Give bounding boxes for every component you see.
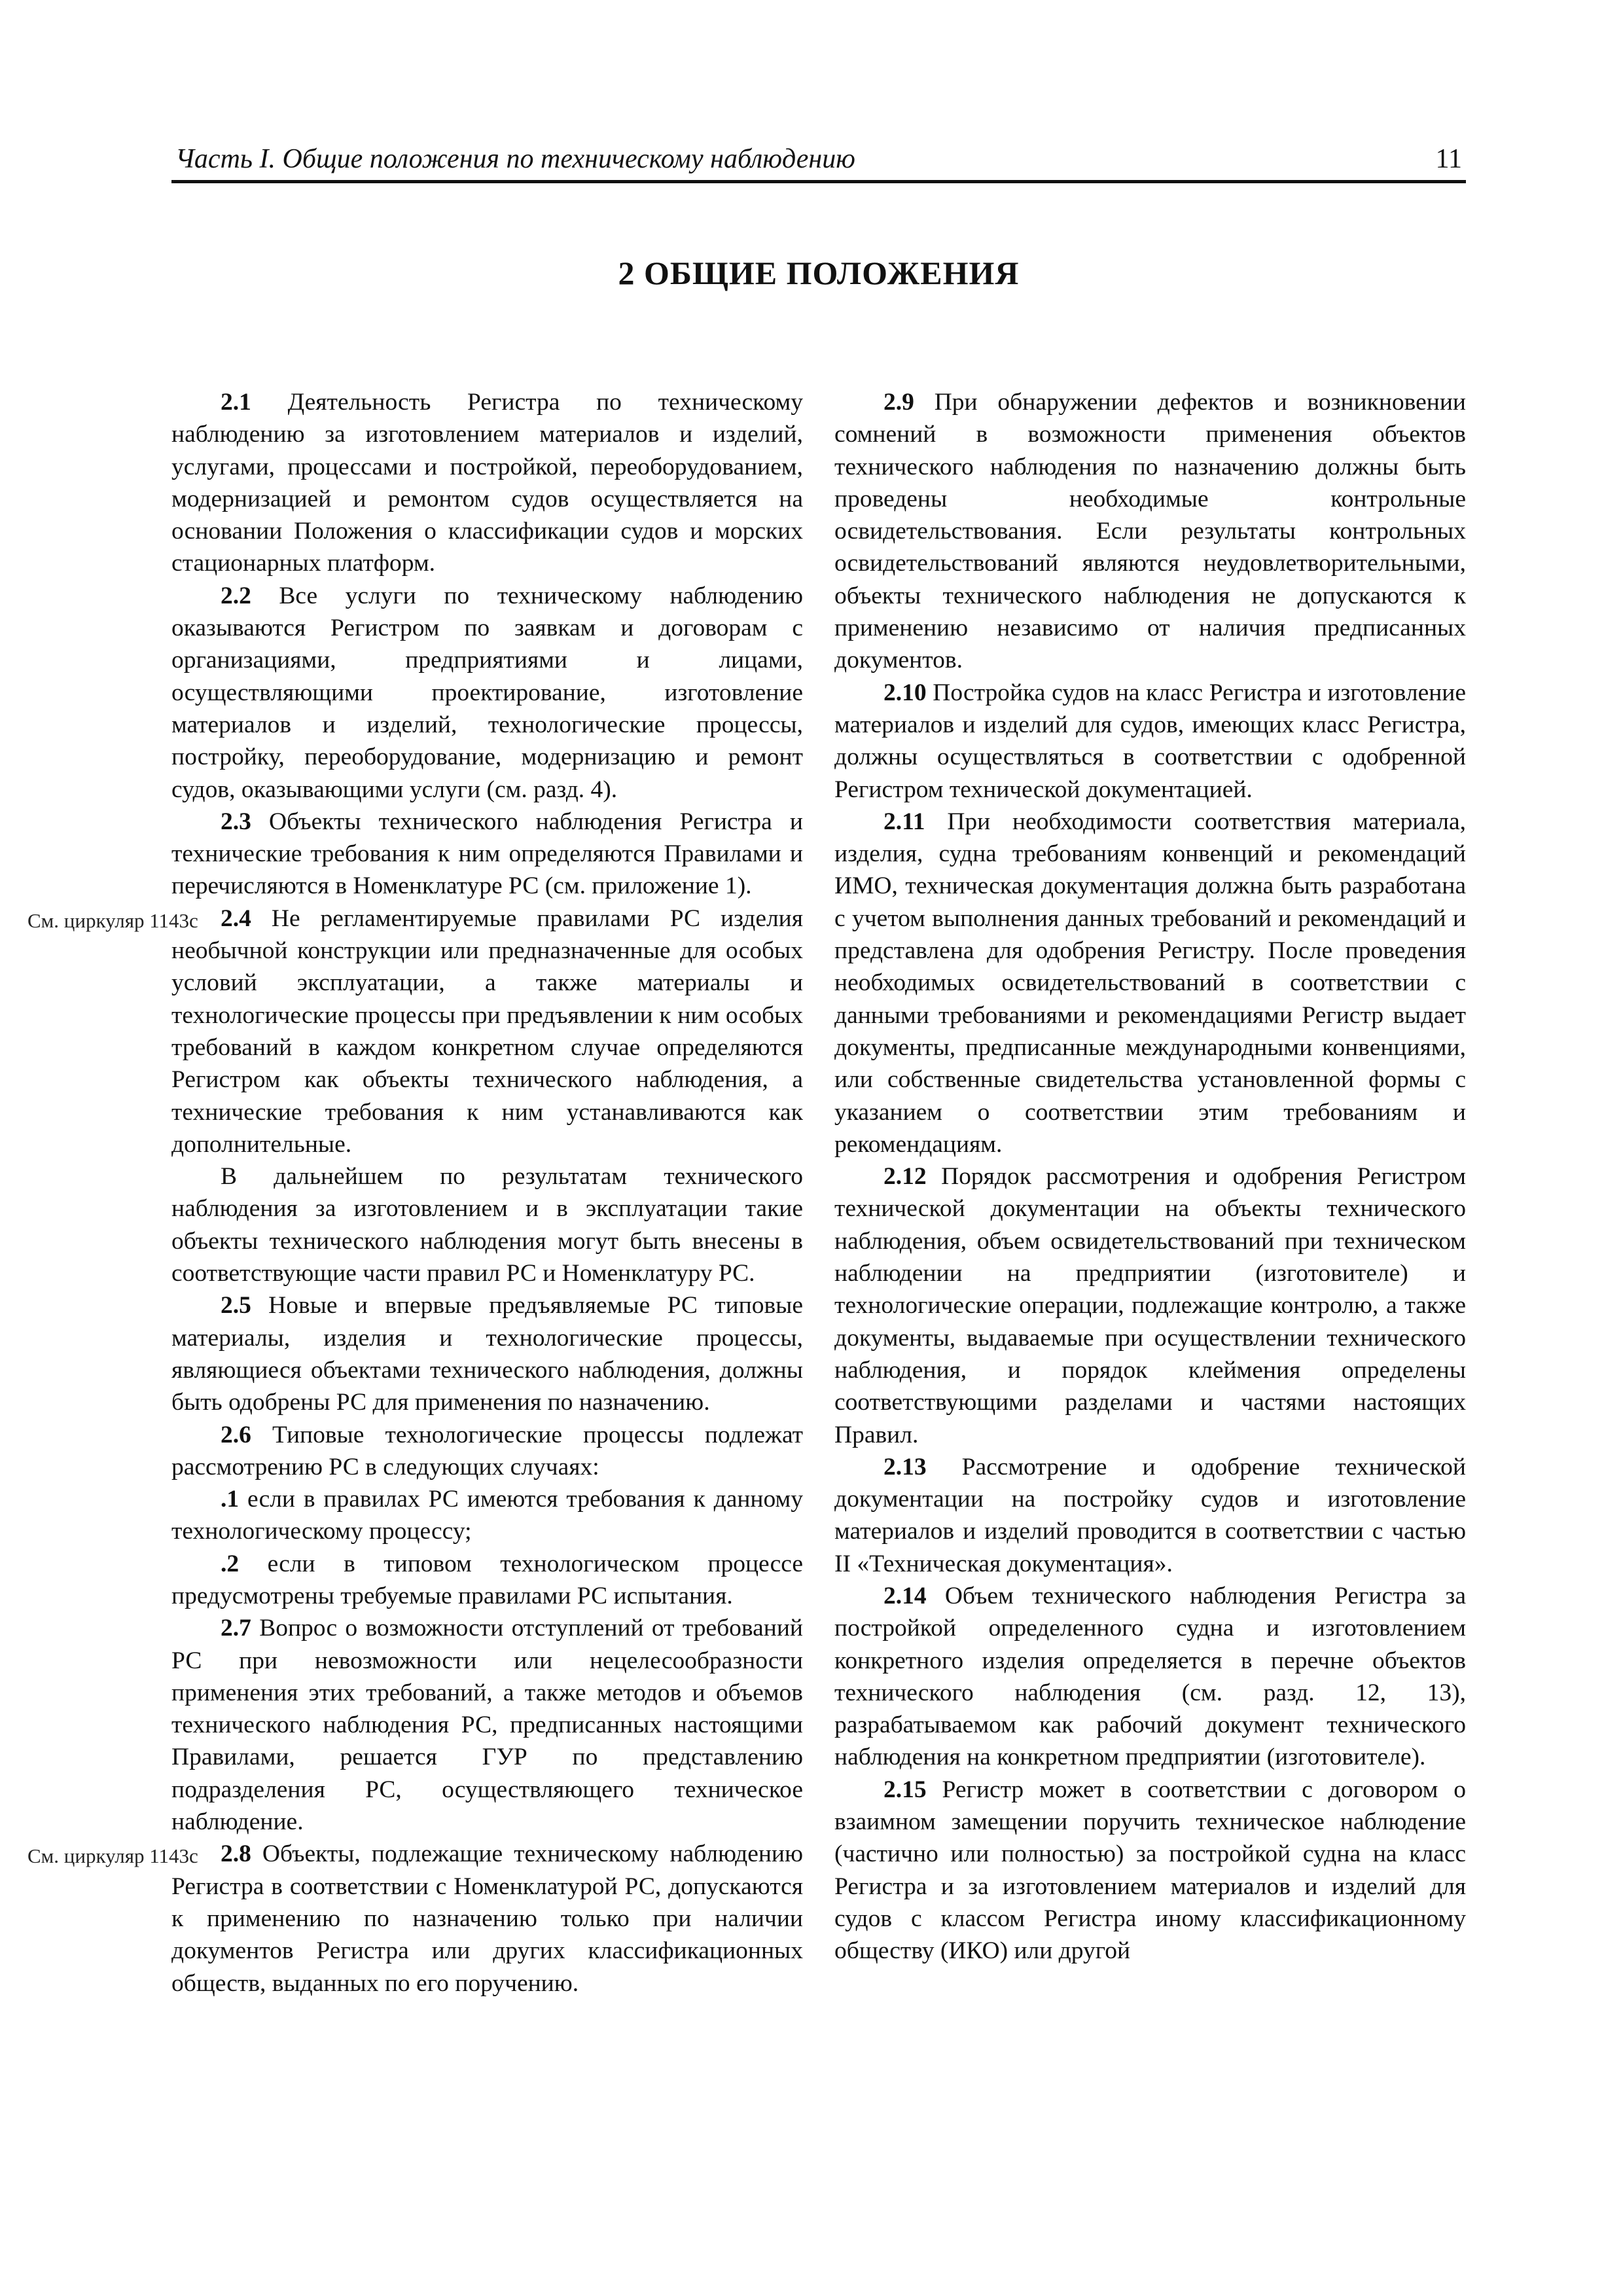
paragraph-2-2: 2.2 Все услуги по техническому наблюдению оказываются Регистром по заявкам и договорам с организациями, предприятиями и лицами, осуществляющими проектирование, изготовление материалов и изделий, технологические процессы, постройку, переоборудование, модернизацию и ремонт судов, оказывающими услуги (см. разд. 4). (171, 582, 803, 803)
paragraph-2-7: 2.7 Вопрос о возможности отступлений от требований РС при невозможности или нецелесообразности применения этих требований, а также методов и объемов технического наблюдения РС, предписанных настоящими Правилами, решается ГУР по представлению подразделения РС, осуществляющего техническое наблюдение. (171, 1615, 803, 1836)
list-item-2-6-1: .1 если в правилах РС имеются требования к данному технологическому процессу; (171, 1486, 803, 1545)
paragraph-2-3: 2.3 Объекты технического наблюдения Регистра и технические требования к ним определяются Правилами и перечисляются в Номенклатуре РС (см. приложение 1). (171, 808, 804, 900)
margin-note-circular: См. циркуляр 1143с (27, 908, 198, 932)
paragraph-2-14: 2.14 Объем технического наблюдения Регистра за постройкой определенного судна и изготовлением конкретного изделия определяется в перечне объектов технического наблюдения (см. разд. 12, 13), разрабатываемом как рабочий документ технического наблюдения на конкретном предприятии (изготовителе). (834, 1582, 1466, 1771)
section-title: 2 ОБЩИЕ ПОЛОЖЕНИЯ (618, 255, 1020, 291)
paragraph-2-11: 2.11 При необходимости соответствия материала, изделия, судна требованиям конвенций и рекомендаций ИМО, техническая документация должна быть разработана с учетом выполнения данных требований и рекомендаций и представлена для одобрения Регистру. После проведения необходимых освидетельствований в соответствии с данными требованиями и рекомендациями Регистр выдает документы, предписанные международными конвенциями, или собственные свидетельства установленной формы с указанием о соответствии этим требованиям и рекомендациям. (834, 808, 1466, 1158)
paragraph-2-13: 2.13 Рассмотрение и одобрение технической документации на постройку судов и изготовление материалов и изделий проводится в соответствии с частью II «Техническая документация». (834, 1453, 1466, 1577)
paragraph-2-4-continued: В дальнейшем по результатам технического наблюдения за изготовлением и в эксплуатации такие объекты технического наблюдения могут быть внесены в соответствующие части правил РС и Номенклатуру РС. (171, 1163, 803, 1287)
paragraph-2-9: 2.9 При обнаружении дефектов и возникновении сомнений в возможности применения объектов технического наблюдения по назначению должны быть проведены необходимые контрольные освидетельствования. Если результаты контрольных освидетельствований являются неудовлетворительными, объекты технического наблюдения не допускаются к применению независимо от наличия предписанных документов. (834, 389, 1466, 674)
right-column (834, 386, 1466, 1967)
paragraph-2-15: 2.15 Регистр может в соответствии с договором о взаимном замещении поручить техническое наблюдение (частично или полностью) за постройкой судна на класс Регистра и за изготовлением материалов и изделий для судов с классом Регистра иному классификационному обществу (ИКО) или другой (834, 1776, 1467, 1965)
margin-note-circular: См. циркуляр 1143с (27, 1844, 198, 1868)
paragraph-2-6: 2.6 Типовые технологические процессы подлежат рассмотрению РС в следующих случаях: (171, 1421, 804, 1480)
paragraph-2-5: 2.5 Новые и впервые предъявляемые РС типовые материалы, изделия и технологические процессы, являющиеся объектами технического наблюдения, должны быть одобрены РС для применения по назначению. (171, 1292, 803, 1416)
left-column (27, 386, 804, 2000)
paragraph-2-10: 2.10 Постройка судов на класс Регистра и изготовление материалов и изделий для судов, имеющих класс Регистра, должны осуществляться в соответствии с одобренной Регистром технической документацией. (834, 679, 1467, 803)
paragraph-2-4: См. циркуляр 1143с 2.4 Не регламентируемые правилами РС изделия необычной конструкции или предназначенные для особых условий эксплуатации, а также материалы и технологические процессы при предъявлении к ним особых требований в каждом конкретном случае определяются Регистром как объекты технического наблюдения, а технические требования к ним устанавливаются как дополнительные. (27, 905, 804, 1158)
paragraph-2-8: См. циркуляр 1143с 2.8 Объекты, подлежащие техническому наблюдению Регистра в соответствии с Номенклатурой РС, допускаются к применению по назначению только при наличии документов Регистра или других классификационных обществ, выданных по его поручению. (27, 1840, 803, 1997)
page-header (171, 141, 1466, 183)
paragraph-2-12: 2.12 Порядок рассмотрения и одобрения Регистром технической документации на объекты технического наблюдения, объем освидетельствований при техническом наблюдении на предприятии (изготовителе) и технологические операции, подлежащие контролю, а также документы, выдаваемые при осуществлении технического наблюдения, и порядок клеймения определены соответствующими разделами и частями настоящих Правил. (834, 1163, 1467, 1448)
list-item-2-6-2: .2 если в типовом технологическом процессе предусмотрены требуемые правилами РС испытания. (171, 1550, 804, 1609)
paragraph-2-1: 2.1 Деятельность Регистра по техническому наблюдению за изготовлением материалов и изделий, услугами, процессами и постройкой, переоборудованием, модернизацией и ремонтом судов осуществляется на основании Положения о классификации судов и морских стационарных платформ. (171, 389, 803, 577)
header-title: Часть I. Общие положения по техническому наблюдению (175, 144, 855, 174)
page-number: 11 (1435, 144, 1462, 174)
